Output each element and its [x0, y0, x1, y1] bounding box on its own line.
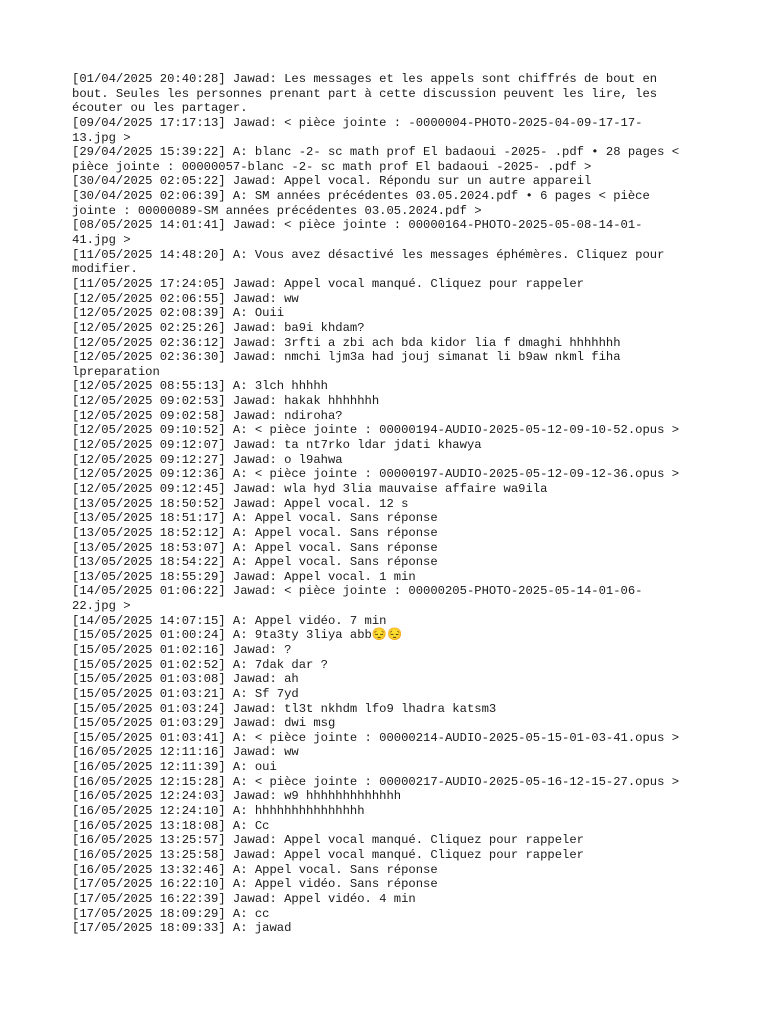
transcript-line: [16/05/2025 13:25:58] Jawad: Appel vocal manqué. Cliquez pour rappeler [72, 847, 584, 862]
transcript-line: [29/04/2025 15:39:22] A: blanc -2- sc math prof El badaoui -2025- .pdf • 28 pages < [72, 145, 680, 160]
transcript-line: [13/05/2025 18:54:22] A: Appel vocal. Sans réponse [72, 555, 438, 570]
transcript-line: [12/05/2025 02:36:30] Jawad: nmchi ljm3a had jouj simanat li b9aw nkml fiha [72, 350, 621, 365]
transcript-line: [17/05/2025 16:22:39] Jawad: Appel vidéo. 4 min [72, 891, 416, 906]
transcript-line: [13/05/2025 18:51:17] A: Appel vocal. Sans réponse [72, 511, 438, 526]
transcript-line: lpreparation [72, 364, 160, 379]
transcript-line: [11/05/2025 14:48:20] A: Vous avez désactivé les messages éphémères. Cliquez pour [72, 247, 665, 262]
transcript-line: [16/05/2025 12:11:16] Jawad: ww [72, 745, 299, 760]
transcript-line: [17/05/2025 18:09:33] A: jawad [72, 921, 292, 936]
transcript-line: écouter ou les partager. [72, 101, 248, 116]
transcript-line: [16/05/2025 12:11:39] A: oui [72, 760, 277, 775]
transcript-line: [15/05/2025 01:02:52] A: 7dak dar ? [72, 657, 328, 672]
chat-transcript [72, 72, 702, 936]
transcript-line: [17/05/2025 18:09:29] A: cc [72, 906, 270, 921]
transcript-line: [12/05/2025 08:55:13] A: 3lch hhhhh [72, 379, 328, 394]
transcript-line: [15/05/2025 01:03:21] A: Sf 7yd [72, 686, 299, 701]
transcript-line: [17/05/2025 16:22:10] A: Appel vidéo. Sans réponse [72, 877, 438, 892]
transcript-line: [12/05/2025 02:25:26] Jawad: ba9i khdam? [72, 320, 365, 335]
transcript-line: [16/05/2025 12:24:10] A: hhhhhhhhhhhhhhh [72, 804, 365, 819]
transcript-line: [30/04/2025 02:05:22] Jawad: Appel vocal. Répondu sur un autre appareil [72, 174, 592, 189]
transcript-line: [16/05/2025 13:32:46] A: Appel vocal. Sans réponse [72, 862, 438, 877]
transcript-line: [15/05/2025 01:00:24] A: 9ta3ty 3liya abb😔😔 [72, 628, 403, 643]
chat-export-page [72, 72, 702, 936]
transcript-line: [16/05/2025 12:24:03] Jawad: w9 hhhhhhhhhhhhh [72, 789, 402, 804]
transcript-line: [16/05/2025 12:15:28] A: < pièce jointe : 00000217-AUDIO-2025-05-16-12-15-27.opus > [72, 774, 680, 789]
transcript-line: [13/05/2025 18:53:07] A: Appel vocal. Sans réponse [72, 540, 438, 555]
transcript-line: [12/05/2025 09:12:45] Jawad: wla hyd 3lia mauvaise affaire wa9ila [72, 481, 548, 496]
transcript-line: [12/05/2025 09:12:27] Jawad: o l9ahwa [72, 452, 343, 467]
transcript-line: modifier. [72, 262, 138, 277]
transcript-line: [11/05/2025 17:24:05] Jawad: Appel vocal manqué. Cliquez pour rappeler [72, 276, 584, 291]
transcript-line: [12/05/2025 09:10:52] A: < pièce jointe : 00000194-AUDIO-2025-05-12-09-10-52.opus > [72, 423, 680, 438]
transcript-line: [16/05/2025 13:25:57] Jawad: Appel vocal manqué. Cliquez pour rappeler [72, 833, 584, 848]
transcript-line: [13/05/2025 18:55:29] Jawad: Appel vocal. 1 min [72, 569, 416, 584]
transcript-line: 22.jpg > [72, 599, 131, 614]
transcript-line: [12/05/2025 09:02:53] Jawad: hakak hhhhhhh [72, 394, 380, 409]
transcript-line: [12/05/2025 02:36:12] Jawad: 3rfti a zbi ach bda kidor lia f dmaghi hhhhhhh [72, 335, 621, 350]
transcript-line: [12/05/2025 02:08:39] A: Ouii [72, 306, 285, 321]
transcript-line: [01/04/2025 20:40:28] Jawad: Les messages et les appels sont chiffrés de bout en [72, 72, 658, 86]
transcript-line: [12/05/2025 09:02:58] Jawad: ndiroha? [72, 408, 343, 423]
transcript-line: jointe : 00000089-SM années précédentes 03.05.2024.pdf > [72, 203, 482, 218]
transcript-line: [15/05/2025 01:03:29] Jawad: dwi msg [72, 716, 336, 731]
transcript-line: bout. Seules les personnes prenant part à cette discussion peuvent les lire, les [72, 86, 658, 101]
transcript-line: [15/05/2025 01:03:41] A: < pièce jointe : 00000214-AUDIO-2025-05-15-01-03-41.opus > [72, 730, 680, 745]
transcript-line: [15/05/2025 01:02:16] Jawad: ? [72, 642, 292, 657]
transcript-line: [12/05/2025 02:06:55] Jawad: ww [72, 291, 299, 306]
transcript-line: [15/05/2025 01:03:08] Jawad: ah [72, 672, 299, 687]
transcript-line: [14/05/2025 14:07:15] A: Appel vidéo. 7 min [72, 613, 387, 628]
transcript-line: [09/04/2025 17:17:13] Jawad: < pièce jointe : -0000004-PHOTO-2025-04-09-17-17- [72, 115, 643, 130]
transcript-line: [12/05/2025 09:12:07] Jawad: ta nt7rko ldar jdati khawya [72, 438, 482, 453]
transcript-line: [13/05/2025 18:52:12] A: Appel vocal. Sans réponse [72, 525, 438, 540]
transcript-line: [13/05/2025 18:50:52] Jawad: Appel vocal. 12 s [72, 496, 409, 511]
transcript-line: [16/05/2025 13:18:08] A: Cc [72, 818, 270, 833]
transcript-line: pièce jointe : 00000057-blanc -2- sc math prof El badaoui -2025- .pdf > [72, 159, 592, 174]
transcript-line: 13.jpg > [72, 130, 131, 145]
transcript-line: [30/04/2025 02:06:39] A: SM années précédentes 03.05.2024.pdf • 6 pages < pièce [72, 189, 650, 204]
transcript-line: 41.jpg > [72, 233, 131, 248]
transcript-line: [12/05/2025 09:12:36] A: < pièce jointe : 00000197-AUDIO-2025-05-12-09-12-36.opus > [72, 467, 680, 482]
transcript-line: [14/05/2025 01:06:22] Jawad: < pièce jointe : 00000205-PHOTO-2025-05-14-01-06- [72, 584, 643, 599]
transcript-line: [15/05/2025 01:03:24] Jawad: tl3t nkhdm lfo9 lhadra katsm3 [72, 701, 497, 716]
transcript-line: [08/05/2025 14:01:41] Jawad: < pièce jointe : 00000164-PHOTO-2025-05-08-14-01- [72, 218, 643, 233]
